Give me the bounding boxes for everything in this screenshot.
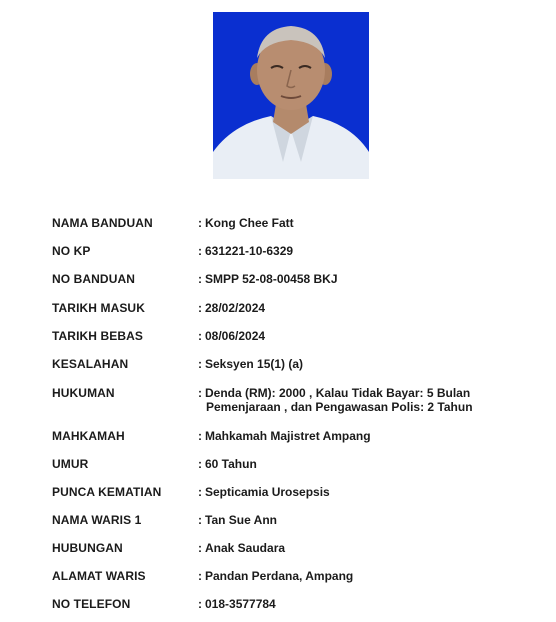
field-value-continuation: Pemenjaraan , dan Pengawasan Polis: 2 Tahun — [206, 400, 473, 414]
field-separator: : — [198, 457, 202, 471]
field-label: ALAMAT WARIS — [52, 569, 146, 583]
field-label: NAMA WARIS 1 — [52, 513, 142, 527]
field-value-text: 08/06/2024 — [205, 329, 266, 343]
field-value — [198, 244, 518, 258]
field-value-text: Anak Saudara — [205, 541, 286, 555]
field-value — [198, 216, 518, 230]
field-value-text: Pandan Perdana, Ampang — [205, 569, 354, 583]
field-label: KESALAHAN — [52, 357, 129, 371]
field-label: PUNCA KEMATIAN — [52, 485, 162, 499]
field-value-text: SMPP 52-08-00458 BKJ — [205, 272, 338, 286]
field-label: HUKUMAN — [52, 386, 115, 400]
field-value-text: Tan Sue Ann — [205, 513, 277, 527]
field-value-text: 28/02/2024 — [205, 301, 266, 315]
field-separator: : — [198, 301, 202, 315]
field-value — [198, 386, 518, 414]
field-value — [198, 301, 518, 315]
field-separator: : — [198, 429, 202, 443]
field-label: UMUR — [52, 457, 89, 471]
field-label: MAHKAMAH — [52, 429, 125, 443]
field-value-text: 60 Tahun — [205, 457, 257, 471]
field-value-text: Kong Chee Fatt — [205, 216, 294, 230]
field-value — [198, 513, 518, 527]
field-value — [198, 357, 518, 371]
field-separator: : — [198, 569, 202, 583]
field-separator: : — [198, 216, 202, 230]
field-value-text: Denda (RM): 2000 , Kalau Tidak Bayar: 5 Bulan — [205, 386, 471, 400]
field-value — [198, 272, 518, 286]
field-label: NAMA BANDUAN — [52, 216, 153, 230]
field-separator: : — [198, 357, 202, 371]
field-separator: : — [198, 386, 202, 400]
field-label: TARIKH MASUK — [52, 301, 145, 315]
field-label: NO TELEFON — [52, 597, 131, 611]
field-value — [198, 329, 518, 343]
field-separator: : — [198, 513, 202, 527]
field-separator: : — [198, 272, 202, 286]
field-value-text: Seksyen 15(1) (a) — [205, 357, 304, 371]
field-label: NO KP — [52, 244, 91, 258]
field-value — [198, 569, 518, 583]
field-value — [198, 597, 518, 611]
field-value — [198, 457, 518, 471]
field-separator: : — [198, 485, 202, 499]
prisoner-portrait-image — [213, 12, 369, 179]
field-value-text: 631221-10-6329 — [205, 244, 294, 258]
field-value-text: Septicamia Urosepsis — [205, 485, 330, 499]
field-separator: : — [198, 244, 202, 258]
field-value-text: Mahkamah Majistret Ampang — [205, 429, 371, 443]
field-separator: : — [198, 541, 202, 555]
field-label: NO BANDUAN — [52, 272, 135, 286]
field-label: HUBUNGAN — [52, 541, 123, 555]
field-value — [198, 429, 518, 443]
field-value — [198, 485, 518, 499]
field-value — [198, 541, 518, 555]
field-value-text: 018-3577784 — [205, 597, 276, 611]
prisoner-photo — [213, 12, 369, 179]
field-label: TARIKH BEBAS — [52, 329, 143, 343]
field-separator: : — [198, 329, 202, 343]
field-separator: : — [198, 597, 202, 611]
